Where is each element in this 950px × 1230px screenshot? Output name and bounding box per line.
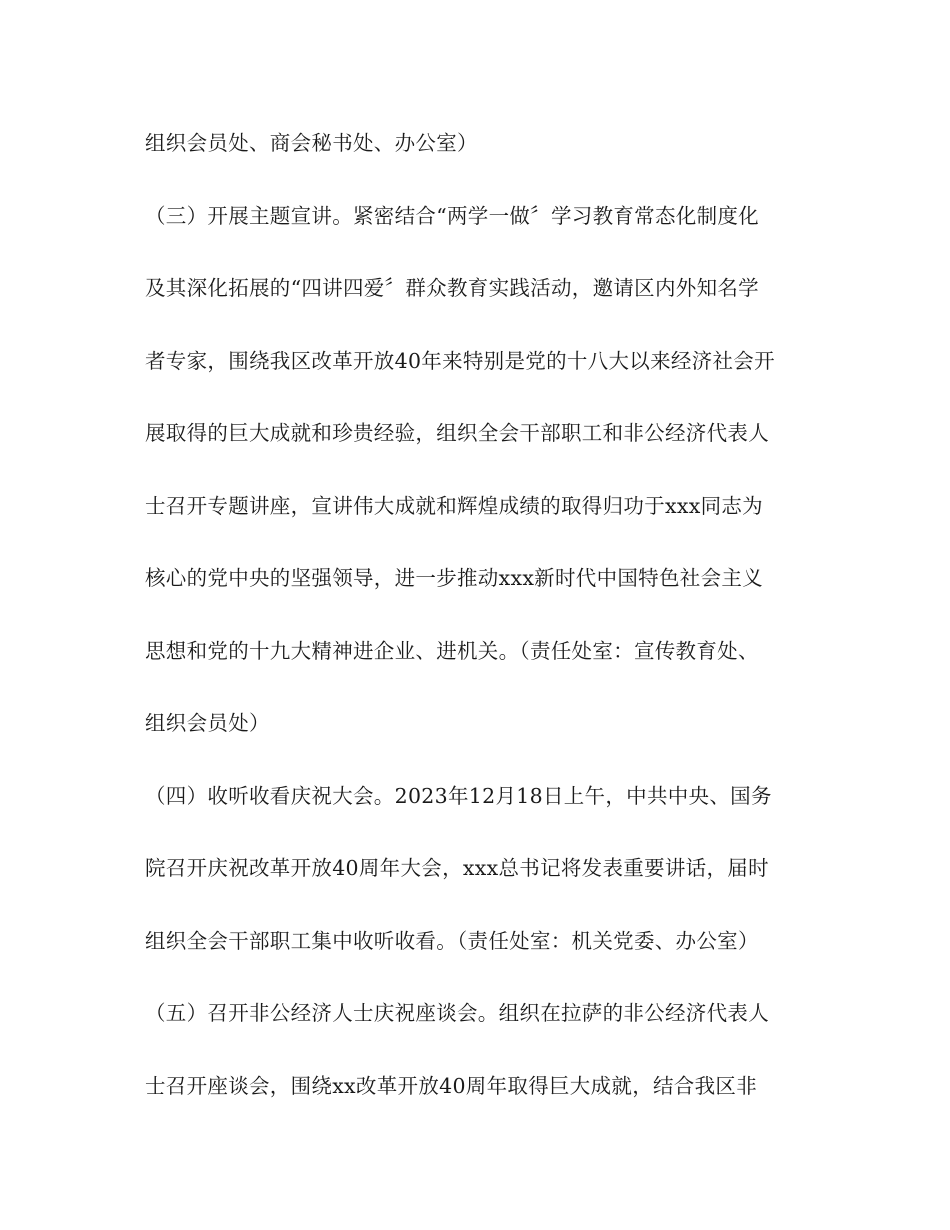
section-4-heading-line: （四）收听收看庆祝大会。2023年12月18日上午，中共中央、国务 bbox=[145, 784, 772, 808]
text-line: 院召开庆祝改革开放40周年大会，xxx总书记将发表重要讲话，届时 bbox=[145, 856, 769, 880]
text-line: 思想和党的十九大精神进企业、进机关。（责任处室：宣传教育处、 bbox=[145, 639, 759, 663]
text-line: 士召开专题讲座，宣讲伟大成就和辉煌成绩的取得归功于xxx同志为 bbox=[145, 494, 763, 518]
text-line: 组织全会干部职工集中收听收看。（责任处室：机关党委、办公室） bbox=[145, 929, 759, 953]
text-line: 及其深化拓展的“四讲四爱〞群众教育实践活动，邀请区内外知名学 bbox=[145, 276, 759, 300]
text-line: 士召开座谈会，围绕xx改革开放40周年取得巨大成就，结合我区非 bbox=[145, 1074, 758, 1098]
section-3-heading-line: （三）开展主题宣讲。紧密结合“两学一做〞学习教育常态化制度化 bbox=[145, 204, 759, 228]
text-line: 组织会员处、商会秘书处、办公室） bbox=[145, 131, 478, 155]
text-line: 组织会员处） bbox=[145, 711, 270, 735]
text-line: 者专家，围绕我区改革开放40年来特别是党的十八大以来经济社会开 bbox=[145, 349, 775, 373]
section-5-heading-line: （五）召开非公经济人士庆祝座谈会。组织在拉萨的非公经济代表人 bbox=[145, 1001, 769, 1025]
text-line: 展取得的巨大成就和珍贵经验，组织全会干部职工和非公经济代表人 bbox=[145, 421, 769, 445]
text-line: 核心的党中央的坚强领导，进一步推动xxx新时代中国特色社会主义 bbox=[145, 566, 763, 590]
